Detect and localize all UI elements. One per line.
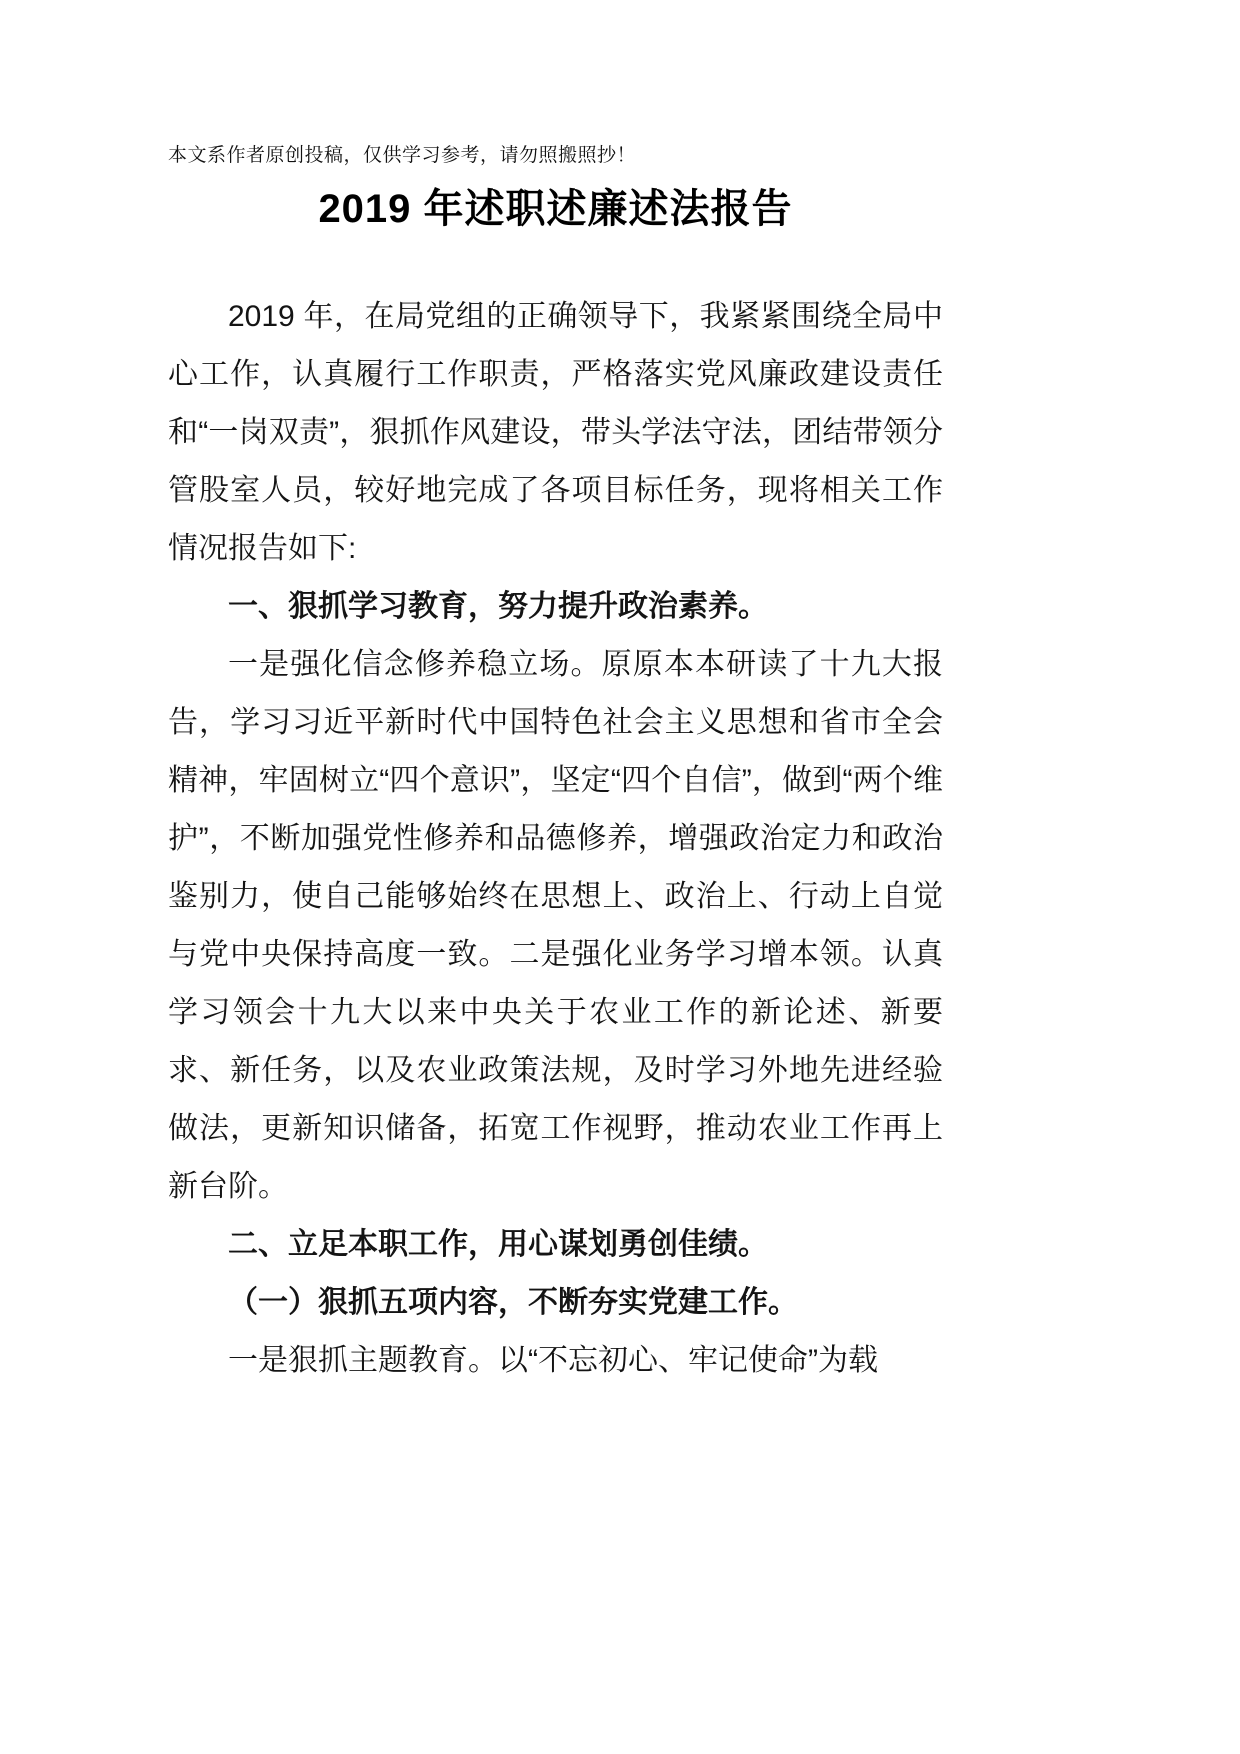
- disclaimer-text: 本文系作者原创投稿，仅供学习参考，请勿照搬照抄！: [168, 145, 637, 166]
- heading-subsection-2-1: （一）狠抓五项内容，不断夯实党建工作。: [228, 1286, 798, 1319]
- heading-section-1: 一、狠抓学习教育，努力提升政治素养。: [228, 590, 768, 623]
- page-title: 2019 年述职述廉述法报告: [318, 187, 793, 231]
- document-content: [168, 140, 943, 1390]
- heading-section-2: 二、立足本职工作，用心谋划勇创佳绩。: [228, 1228, 768, 1261]
- paragraph-intro: 2019 年，在局党组的正确领导下，我紧紧围绕全局中心工作，认真履行工作职责，严格落实党风廉政建设责任和“一岗双责”，狠抓作风建设，带头学法守法，团结带领分管股室人员，较好地完成了各项目标任务，现将相关工作情况报告如下:: [168, 300, 943, 565]
- document-body: [168, 288, 943, 1390]
- paragraph-subsection-2-1-body: 一是狠抓主题教育。以“不忘初心、牢记使命”为载: [228, 1344, 878, 1377]
- paragraph-section-1-body: 一是强化信念修养稳立场。原原本本研读了十九大报告，学习习近平新时代中国特色社会主义思想和省市全会精神，牢固树立“四个意识”，坚定“四个自信”，做到“两个维护”，不断加强党性修养和品德修养，增强政治定力和政治鉴别力，使自己能够始终在思想上、政治上、行动上自觉与党中央保持高度一致。二是强化业务学习增本领。认真学习领会十九大以来中央关于农业工作的新论述、新要求、新任务，以及农业政策法规，及时学习外地先进经验做法，更新知识储备，拓宽工作视野，推动农业工作再上新台阶。: [168, 648, 943, 1203]
